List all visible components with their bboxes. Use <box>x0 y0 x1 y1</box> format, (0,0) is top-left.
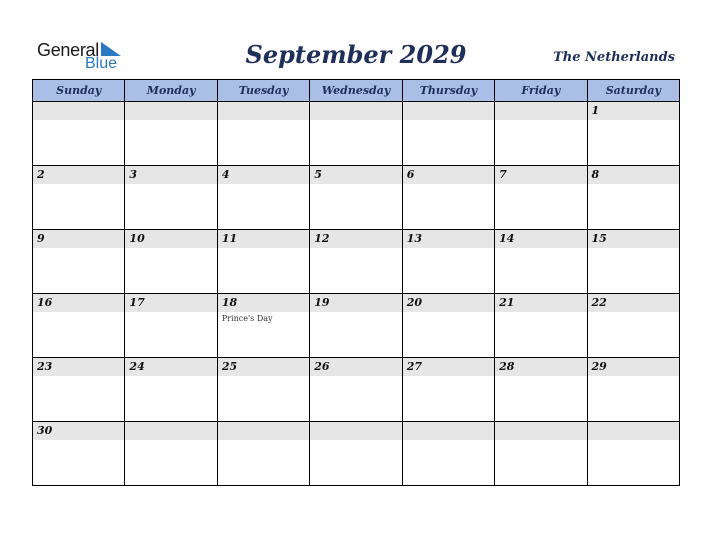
day-cell <box>125 166 217 230</box>
day-cell <box>402 294 494 358</box>
day-number: 18 <box>218 294 309 312</box>
day-number: 7 <box>495 166 586 184</box>
day-number <box>310 422 401 440</box>
day-cell <box>33 166 125 230</box>
day-cell <box>495 358 587 422</box>
day-number: 11 <box>218 230 309 248</box>
day-cell <box>587 102 679 166</box>
day-number: 13 <box>403 230 494 248</box>
day-number: 16 <box>33 294 124 312</box>
day-cell <box>33 230 125 294</box>
day-number: 20 <box>403 294 494 312</box>
day-cell <box>402 422 494 486</box>
day-cell <box>310 422 402 486</box>
day-cell <box>495 230 587 294</box>
day-cell <box>125 102 217 166</box>
day-cell <box>310 166 402 230</box>
day-cell <box>402 102 494 166</box>
day-cell <box>217 422 309 486</box>
day-number: 25 <box>218 358 309 376</box>
day-cell <box>587 166 679 230</box>
day-number <box>403 102 494 120</box>
week-row <box>33 422 680 486</box>
week-row <box>33 102 680 166</box>
day-number <box>218 422 309 440</box>
day-cell <box>587 358 679 422</box>
week-row <box>33 166 680 230</box>
day-number: 24 <box>125 358 216 376</box>
day-cell <box>402 358 494 422</box>
day-cell <box>402 166 494 230</box>
day-number: 26 <box>310 358 401 376</box>
day-cell <box>217 230 309 294</box>
day-number: 15 <box>588 230 679 248</box>
day-cell <box>310 358 402 422</box>
day-number: 30 <box>33 422 124 440</box>
day-cell <box>495 422 587 486</box>
day-number <box>310 102 401 120</box>
week-row <box>33 358 680 422</box>
day-cell <box>217 166 309 230</box>
day-number: 23 <box>33 358 124 376</box>
day-number: 14 <box>495 230 586 248</box>
day-number <box>495 422 586 440</box>
weekday-header: Wednesday <box>310 80 402 102</box>
day-cell <box>33 102 125 166</box>
day-cell <box>125 422 217 486</box>
weekday-header: Friday <box>495 80 587 102</box>
day-number <box>218 102 309 120</box>
day-number: 8 <box>588 166 679 184</box>
week-row <box>33 230 680 294</box>
day-number <box>33 102 124 120</box>
day-number: 5 <box>310 166 401 184</box>
day-number <box>125 102 216 120</box>
day-cell <box>33 358 125 422</box>
logo-text-general: General <box>37 40 99 60</box>
country-name: The Netherlands <box>553 50 675 65</box>
day-number: 21 <box>495 294 586 312</box>
day-cell <box>587 230 679 294</box>
logo-text-blue: Blue <box>85 55 118 72</box>
day-cell <box>33 294 125 358</box>
day-number: 6 <box>403 166 494 184</box>
day-number: 10 <box>125 230 216 248</box>
day-cell <box>33 422 125 486</box>
day-number: 19 <box>310 294 401 312</box>
weekday-header: Saturday <box>587 80 679 102</box>
day-number: 3 <box>125 166 216 184</box>
day-number: 17 <box>125 294 216 312</box>
day-number: 27 <box>403 358 494 376</box>
day-number: 1 <box>588 102 679 120</box>
day-number <box>495 102 586 120</box>
day-number: 4 <box>218 166 309 184</box>
day-cell <box>217 102 309 166</box>
day-cell <box>217 294 309 358</box>
day-number: 22 <box>588 294 679 312</box>
weekday-header: Sunday <box>33 80 125 102</box>
day-cell <box>495 102 587 166</box>
day-number: 12 <box>310 230 401 248</box>
calendar-grid <box>32 79 680 486</box>
day-number <box>403 422 494 440</box>
day-cell <box>310 102 402 166</box>
day-number: 28 <box>495 358 586 376</box>
day-cell <box>125 294 217 358</box>
week-row <box>33 294 680 358</box>
holiday-label: Prince's Day <box>221 314 273 323</box>
day-cell <box>125 358 217 422</box>
day-cell <box>587 294 679 358</box>
day-cell <box>495 294 587 358</box>
day-cell <box>310 230 402 294</box>
day-number: 9 <box>33 230 124 248</box>
day-number <box>125 422 216 440</box>
weekday-header: Monday <box>125 80 217 102</box>
day-cell <box>310 294 402 358</box>
day-cell <box>402 230 494 294</box>
day-cell <box>125 230 217 294</box>
weekday-header-row <box>33 80 680 102</box>
day-cell <box>495 166 587 230</box>
day-number: 29 <box>588 358 679 376</box>
calendar-title: September 2029 <box>245 40 467 69</box>
day-number <box>588 422 679 440</box>
day-number: 2 <box>33 166 124 184</box>
weekday-header: Tuesday <box>217 80 309 102</box>
weekday-header: Thursday <box>402 80 494 102</box>
day-cell <box>217 358 309 422</box>
day-cell <box>587 422 679 486</box>
